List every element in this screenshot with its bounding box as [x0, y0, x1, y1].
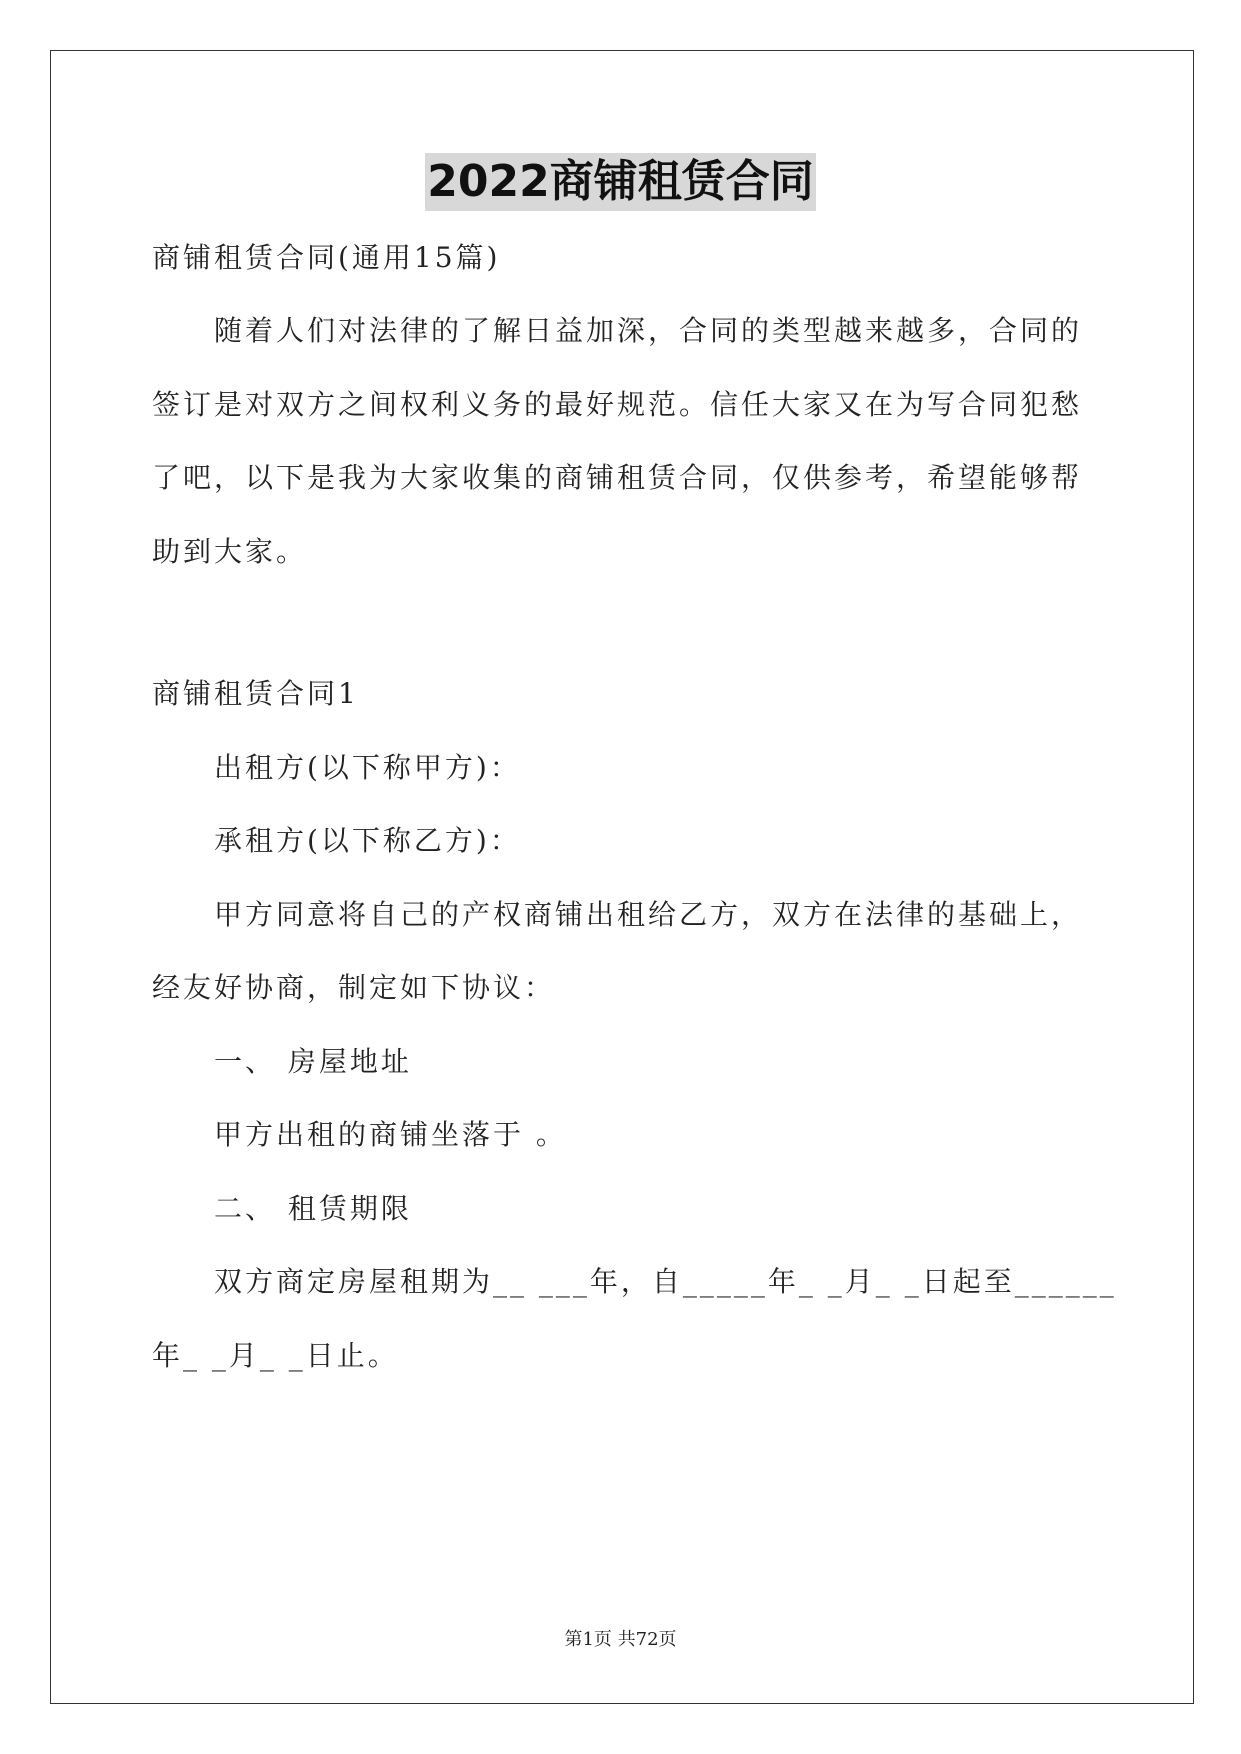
page-border: [50, 50, 1194, 1704]
clause1-text: 甲方出租的商铺坐落于 。: [214, 1118, 567, 1151]
clause1-heading: 一、 房屋地址: [214, 1045, 412, 1078]
agreement-line-1: 甲方同意将自己的产权商铺出租给乙方，双方在法律的基础上，: [214, 898, 1083, 931]
lessee-line: 承租方(以下称乙方)：: [214, 824, 521, 857]
agreement-line-2: 经友好协商，制定如下协议：: [152, 971, 556, 1004]
document-subtitle: 商铺租赁合同(通用15篇): [152, 241, 501, 274]
clause2-line-2: 年_ _月_ _日止。: [152, 1339, 399, 1372]
intro-line-3: 了吧，以下是我为大家收集的商铺租赁合同，仅供参考，希望能够帮: [152, 461, 1083, 494]
page-footer: 第1页 共72页: [564, 1629, 677, 1650]
clause2-line-1: 双方商定房屋租期为__ ___年，自_____年_ _月_ _日起至______: [214, 1265, 1117, 1298]
section-heading: 商铺租赁合同1: [152, 677, 359, 710]
intro-line-2: 签订是对双方之间权利义务的最好规范。信任大家又在为写合同犯愁: [152, 388, 1083, 421]
intro-line-1: 随着人们对法律的了解日益加深，合同的类型越来越多，合同的: [214, 314, 1083, 347]
intro-line-4: 助到大家。: [152, 535, 308, 568]
document-title: 2022商铺租赁合同: [425, 153, 815, 211]
clause2-heading: 二、 租赁期限: [214, 1192, 412, 1225]
lessor-line: 出租方(以下称甲方)：: [214, 751, 521, 784]
title-wrap: [0, 153, 1241, 211]
